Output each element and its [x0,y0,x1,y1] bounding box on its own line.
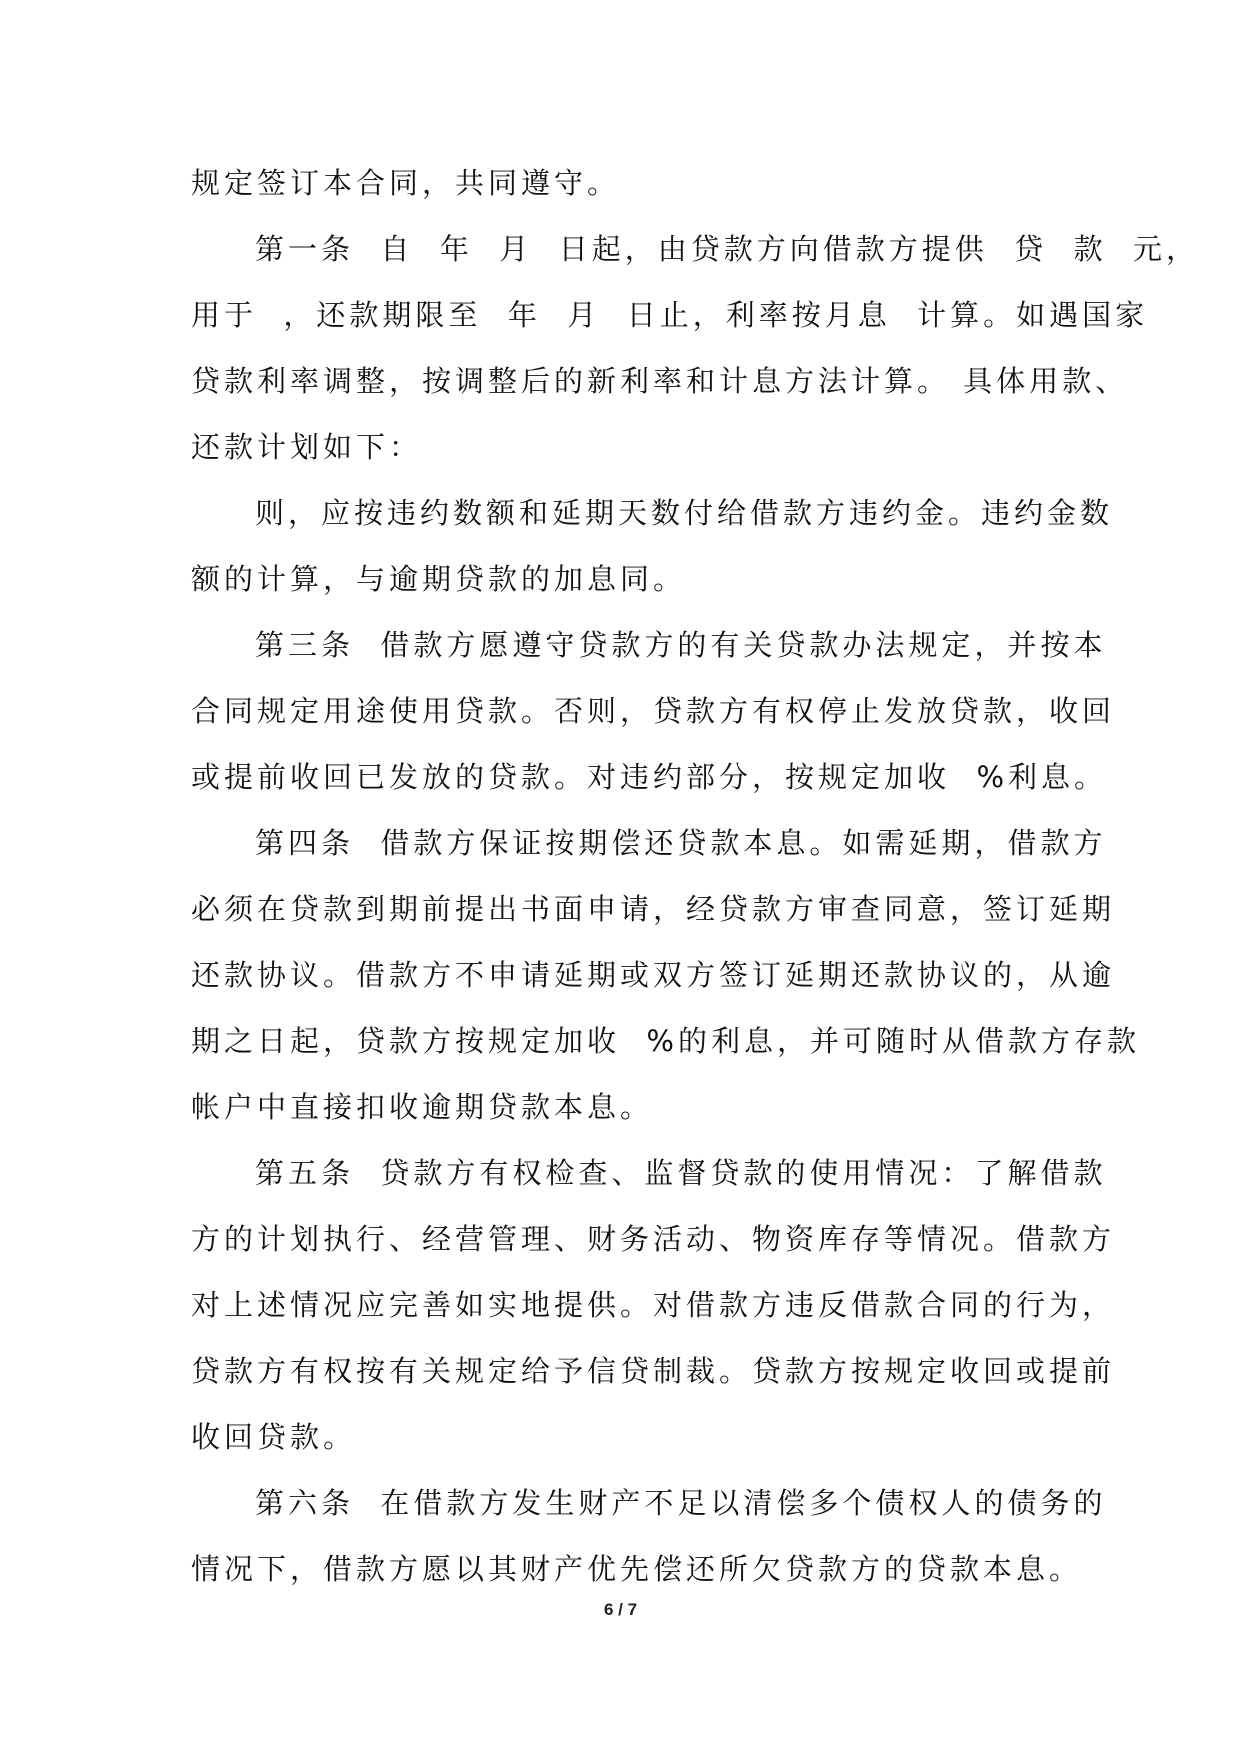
text-line: 贷款方有权按有关规定给予信贷制裁。贷款方按规定收回或提前 [191,1354,1116,1388]
text-line: 还款协议。借款方不申请延期或双方签订延期还款协议的，从逾 [191,958,1116,992]
document-body [191,150,1200,1602]
text-line: 还款计划如下： [191,430,423,464]
text-line: 合同规定用途使用贷款。否则，贷款方有权停止发放贷款，收回 [191,694,1116,728]
text-line: 第三条 借款方愿遵守贷款方的有关贷款办法规定，并按本 [255,628,1107,662]
text-line: 规定签订本合同，共同遵守。 [191,166,621,200]
text-line: 必须在贷款到期前提出书面申请，经贷款方审查同意，签订延期 [191,892,1116,926]
text-line: 方的计划执行、经营管理、财务活动、物资库存等情况。借款方 [191,1222,1116,1256]
text-line: 贷款利率调整，按调整后的新利率和计息方法计算。 具体用款、 [191,364,1129,398]
page-number: 6 / 7 [603,1600,638,1619]
text-line: 额的计算，与逾期贷款的加息同。 [191,562,687,596]
text-line: 第一条 自 年 月 日起，由贷款方向借款方提供 贷 款 元， [255,232,1200,266]
text-line: 收回贷款。 [191,1420,357,1454]
text-line: 第六条 在借款方发生财产不足以清偿多个债权人的债务的 [255,1486,1107,1520]
text-line: 情况下，借款方愿以其财产优先偿还所欠贷款方的贷款本息。 [191,1552,1083,1586]
text-line: 则，应按违约数额和延期天数付给借款方违约金。违约金数 [255,496,1114,530]
text-line: 第四条 借款方保证按期偿还贷款本息。如需延期，借款方 [255,826,1107,860]
text-line: 第五条 贷款方有权检查、监督贷款的使用情况：了解借款 [255,1156,1107,1190]
text-line: 用于 ，还款期限至 年 月 日止，利率按月息 计算。如遇国家 [191,298,1149,332]
text-line: 帐户中直接扣收逾期贷款本息。 [191,1090,654,1124]
text-line: 期之日起，贷款方按规定加收 %的利息，并可随时从借款方存款 [191,1024,1140,1058]
text-line: 或提前收回已发放的贷款。对违约部分，按规定加收 %利息。 [191,760,1107,794]
text-line: 对上述情况应完善如实地提供。对借款方违反借款合同的行为， [191,1288,1116,1322]
